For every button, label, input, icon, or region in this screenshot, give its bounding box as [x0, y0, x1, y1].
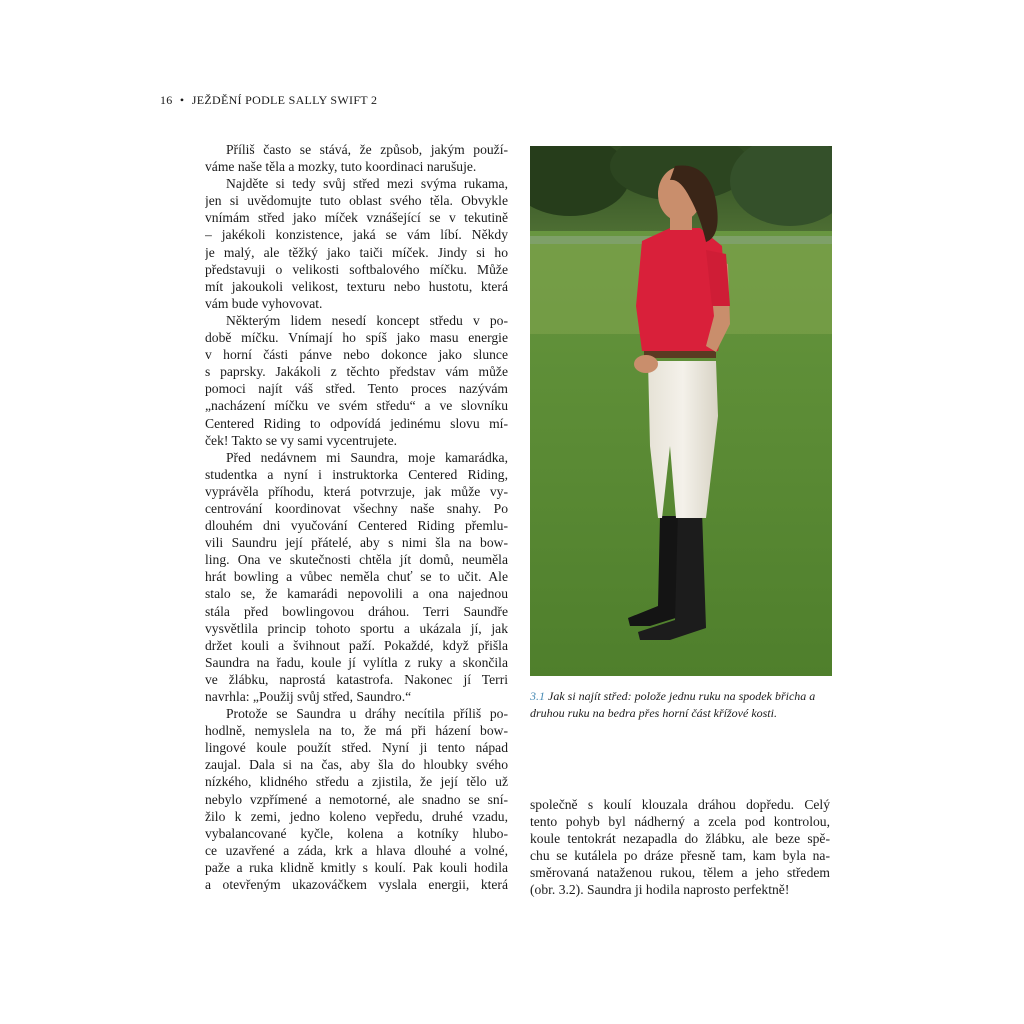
text-line: centrování koordinovat všechny naše snahy. Po — [205, 500, 508, 516]
text-line: žilo k zemi, jedno koleno vepředu, druhé vzadu, — [205, 808, 508, 824]
text-line: představuji o velikosti softbalového míčku. Může — [205, 261, 508, 277]
text-line: mít jakoukoli velikost, texturu nebo hustotu, která — [205, 278, 508, 294]
text-line: paže a ruka klidně kmitly s koulí. Pak kouli hodila — [205, 859, 508, 875]
text-line: vám bude vyhovovat. — [205, 295, 323, 311]
text-line: hrát bowling a vůbec neměla chuť se to učit. Ale — [205, 569, 508, 585]
text-line: Příliš často se stává, že způsob, jakým použí- — [226, 142, 508, 157]
page-number: 16 — [160, 93, 173, 107]
figure-photo — [530, 146, 832, 676]
text-line: nízkého, klidného středu a zjistila, že její tělo už — [205, 774, 508, 790]
text-line: – jakékoli konzistence, jaká se vám líbí. Někdy — [205, 227, 508, 243]
left-text-column — [205, 141, 508, 893]
text-line: studentka a nyní i instruktorka Centered Riding, — [205, 466, 508, 482]
text-line: koule tentokrát nezapadla do žlábku, ale beze spě- — [530, 831, 830, 847]
text-line: stála před bowlingovou dráhou. Terri Saundře — [205, 603, 508, 619]
text-line: a otevřeným ukazováčkem vyslala energii, která — [205, 877, 508, 893]
text-line: je malý, ale těžký jako taiči míček. Jindy si ho — [205, 244, 508, 260]
header-bullet: • — [179, 93, 185, 107]
text-line: vysvětlila princip tohoto sportu a ukázala jí, jak — [205, 620, 508, 636]
text-line: s paprsky. Jakákoli z těchto představ vám může — [205, 364, 508, 380]
text-line: nebylo vzpřímené a nemotorné, ale snadno se sní- — [205, 791, 508, 807]
text-line: Centered Riding to odpovídá jedinému slovu mí- — [205, 415, 508, 431]
text-line: lingové koule použít střed. Nyní ji tento nápad — [205, 740, 508, 756]
text-line: navrhla: „Použij svůj střed, Saundro.“ — [205, 689, 412, 704]
text-line: Najděte si tedy svůj střed mezi svýma rukama, — [226, 176, 508, 192]
text-line: jen si uvědomujte tuto oblast svého těla. Obvykle — [205, 193, 508, 209]
text-line: v horní části pánve nebo dokonce jako slunce — [205, 347, 508, 363]
text-line: hodlně, nemyslela na to, že má při házení bow- — [205, 723, 508, 739]
text-line: vyprávěla příhodu, která potvrzuje, jak může vy- — [205, 483, 508, 499]
text-line: Saundra na řadu, koule jí vylítla z ruky a skončila — [205, 654, 508, 670]
text-line: stalo se, že kamarádi nepovolili a ona najednou — [205, 586, 508, 602]
text-line: dlouhém dni vyučování Centered Riding přemlu- — [205, 518, 508, 534]
text-line: směrovaná nataženou rukou, tělem a jeho středem — [530, 865, 830, 881]
text-line: vnímám střed jako míček vznášející se v tekutině — [205, 210, 508, 226]
text-line: Některým lidem nesedí koncept středu v po- — [226, 312, 508, 328]
text-line: pomoci najít váš střed. Tento proces nazývám — [205, 381, 508, 397]
text-line: společně s koulí klouzala dráhou dopředu. Celý — [530, 797, 830, 812]
text-line: vybalancované kyčle, kolena a kotníky hlubo- — [205, 825, 508, 841]
text-line: vili Saundru její přátelé, aby s nimi šla na bow- — [205, 535, 508, 551]
text-line: době míčku. Vnímají ho spíš jako masu energie — [205, 330, 508, 346]
text-line: držet kouli a švihnout paží. Pokaždé, když přišla — [205, 637, 508, 653]
text-line: ve žlábku, naprostá katastrofa. Nakonec jí Terri — [205, 671, 508, 687]
right-text-column — [530, 796, 830, 899]
text-line: ce uzavřené a záda, krk a hlava dlouhé a volné, — [205, 842, 508, 858]
text-line: (obr. 3.2). Saundra ji hodila naprosto perfektně! — [530, 882, 790, 898]
text-line: ček! Takto se vy sami vycentrujete. — [205, 432, 398, 448]
figure-caption — [530, 688, 830, 722]
text-line: chu se kutálela po dráze přesně tam, kam byla na- — [530, 848, 830, 864]
text-line: tento pohyb byl nádherný a zcela pod kontrolou, — [530, 814, 830, 830]
text-line: Protože se Saundra u dráhy necítila příliš po- — [226, 706, 508, 722]
running-header — [160, 93, 377, 108]
text-line: zaujal. Dala si na čas, aby šla do hloubky svého — [205, 757, 508, 773]
text-line: ling. Ona ve skutečnosti chtěla jít domů, neuměla — [205, 552, 508, 568]
running-title: JEŽDĚNÍ PODLE SALLY SWIFT 2 — [191, 93, 378, 107]
text-line: váme naše těla a mozky, tuto koordinaci narušuje. — [205, 159, 477, 175]
rider-standing-photo — [530, 146, 832, 676]
caption-number: 3.1 — [530, 689, 545, 703]
text-line: „nacházení míčku ve svém středu“ a ve slovníku — [205, 398, 508, 414]
text-line: Před nedávnem mi Saundra, moje kamarádka, — [226, 449, 508, 465]
caption-text: Jak si najít střed: polože jednu ruku na spodek břicha a druhou ruku na bedra přes horní část křížové kosti. — [530, 689, 816, 720]
